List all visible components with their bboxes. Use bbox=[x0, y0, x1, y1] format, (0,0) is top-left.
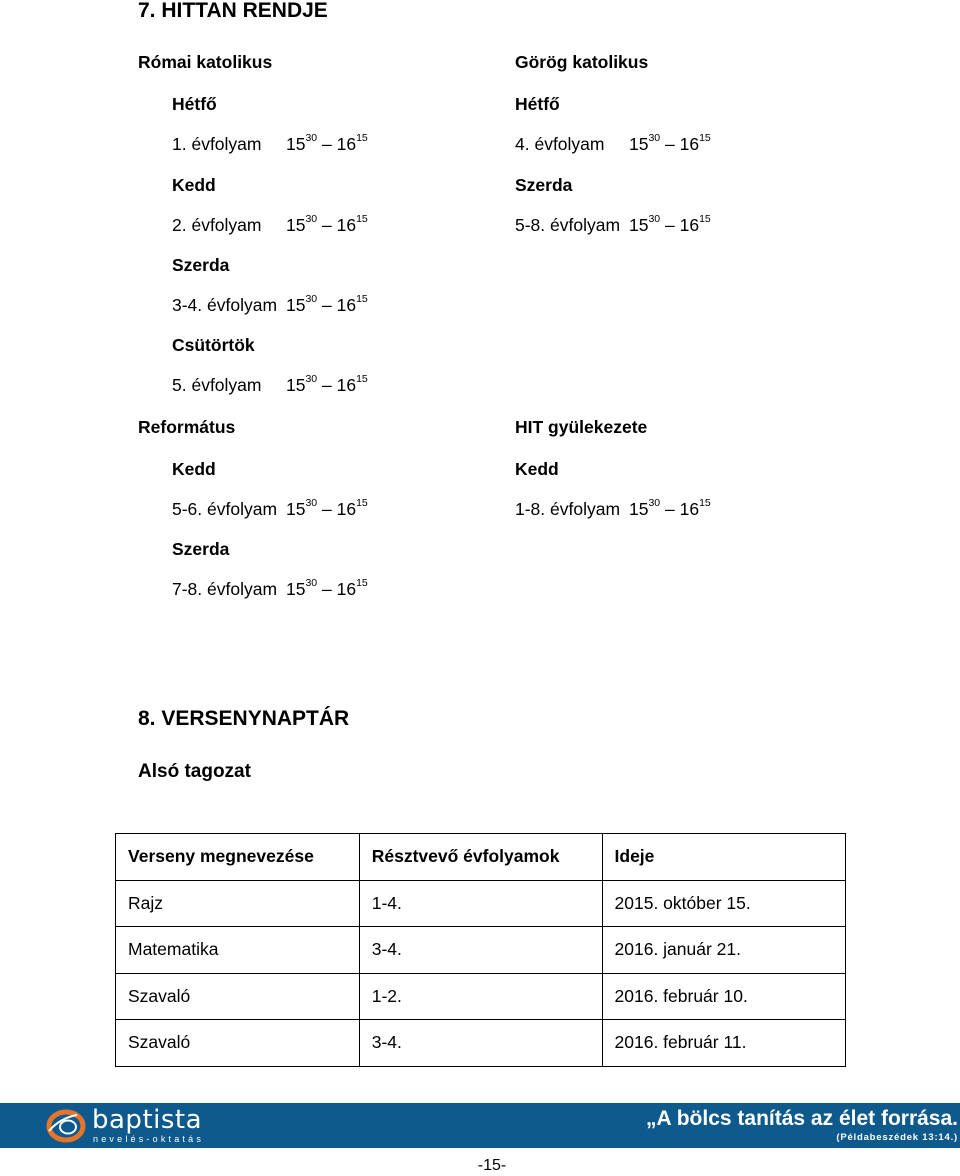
logo-tagline: nevelés-oktatás bbox=[93, 1134, 205, 1144]
column-header: Résztvevő évfolyamok bbox=[359, 834, 602, 881]
roman-catholic-schedule-4 bbox=[172, 373, 368, 396]
grade-label: 3-4. évfolyam bbox=[172, 295, 278, 315]
roman-catholic-day-1: Hétfő bbox=[172, 94, 217, 114]
time-range: $15^{30} - 16^{15}$ bbox=[286, 293, 368, 315]
table-cell: 2015. október 15. bbox=[602, 880, 845, 927]
roman-catholic-schedule-1 bbox=[172, 132, 368, 155]
roman-catholic-schedule-2 bbox=[172, 213, 368, 236]
table-cell: Rajz bbox=[116, 880, 360, 927]
time-range: $15^{30} - 16^{15}$ bbox=[286, 213, 368, 235]
reformed-day-1: Kedd bbox=[172, 459, 216, 479]
time-range: $15^{30} - 16^{15}$ bbox=[629, 213, 711, 235]
table-row bbox=[116, 927, 846, 974]
table-row bbox=[116, 973, 846, 1020]
roman-catholic-day-4: Csütörtök bbox=[172, 335, 255, 355]
table-cell: 3-4. bbox=[359, 1020, 602, 1067]
greek-catholic-day-2: Szerda bbox=[515, 175, 573, 195]
grade-label: 1-8. évfolyam bbox=[515, 499, 621, 519]
table-cell: Szavaló bbox=[116, 1020, 360, 1067]
hit-schedule-1 bbox=[515, 497, 711, 520]
time-range: $15^{30} - 16^{15}$ bbox=[286, 497, 368, 519]
hit-heading: HIT gyülekezete bbox=[515, 417, 648, 437]
reformed-schedule-2 bbox=[172, 577, 368, 600]
roman-catholic-heading: Római katolikus bbox=[138, 52, 273, 72]
greek-catholic-heading: Görög katolikus bbox=[515, 52, 649, 72]
table-cell: Matematika bbox=[116, 927, 360, 974]
reformed-heading: Református bbox=[138, 417, 236, 437]
baptista-logo-icon bbox=[46, 1109, 86, 1143]
grade-label: 5-8. évfolyam bbox=[515, 215, 621, 235]
time-range: $15^{30} - 16^{15}$ bbox=[286, 132, 368, 154]
greek-catholic-day-1: Hétfő bbox=[515, 94, 560, 114]
grade-label: 5. évfolyam bbox=[172, 375, 262, 395]
table-cell: 2016. február 11. bbox=[602, 1020, 845, 1067]
subsection-title: Alsó tagozat bbox=[138, 761, 251, 782]
time-range: $15^{30} - 16^{15}$ bbox=[629, 132, 711, 154]
section-8-title: 8. VERSENYNAPTÁR bbox=[138, 707, 350, 730]
table-cell: 3-4. bbox=[359, 927, 602, 974]
table-cell: 1-4. bbox=[359, 880, 602, 927]
grade-label: 2. évfolyam bbox=[172, 215, 262, 235]
footer-motto: „A bölcs tanítás az élet forrása. bbox=[646, 1107, 958, 1130]
grade-label: 7-8. évfolyam bbox=[172, 579, 278, 599]
reformed-schedule-1 bbox=[172, 497, 368, 520]
greek-catholic-schedule-1 bbox=[515, 132, 711, 155]
table-header-row bbox=[116, 834, 846, 881]
roman-catholic-day-2: Kedd bbox=[172, 175, 216, 195]
column-header: Ideje bbox=[602, 834, 845, 881]
section-7-title: 7. HITTAN RENDJE bbox=[138, 0, 328, 22]
time-range: $15^{30} - 16^{15}$ bbox=[286, 577, 368, 599]
column-header: Verseny megnevezése bbox=[116, 834, 360, 881]
competition-table bbox=[115, 833, 846, 1067]
greek-catholic-schedule-2 bbox=[515, 213, 711, 236]
reformed-day-2: Szerda bbox=[172, 539, 230, 559]
footer-motto-reference: (Példabeszédek 13:14.) bbox=[836, 1132, 958, 1143]
footer-banner bbox=[0, 1103, 960, 1148]
logo-wordmark: baptista bbox=[92, 1105, 203, 1135]
grade-label: 1. évfolyam bbox=[172, 134, 262, 154]
grade-label: 4. évfolyam bbox=[515, 134, 605, 154]
page-number: -15- bbox=[477, 1157, 507, 1174]
table-cell: 2016. január 21. bbox=[602, 927, 845, 974]
table-cell: Szavaló bbox=[116, 973, 360, 1020]
time-range: $15^{30} - 16^{15}$ bbox=[629, 497, 711, 519]
table-row bbox=[116, 1020, 846, 1067]
roman-catholic-schedule-3 bbox=[172, 293, 368, 316]
table-row bbox=[116, 880, 846, 927]
hit-day-1: Kedd bbox=[515, 459, 559, 479]
table-cell: 2016. február 10. bbox=[602, 973, 845, 1020]
grade-label: 5-6. évfolyam bbox=[172, 499, 278, 519]
roman-catholic-day-3: Szerda bbox=[172, 255, 230, 275]
time-range: $15^{30} - 16^{15}$ bbox=[286, 373, 368, 395]
table-cell: 1-2. bbox=[359, 973, 602, 1020]
